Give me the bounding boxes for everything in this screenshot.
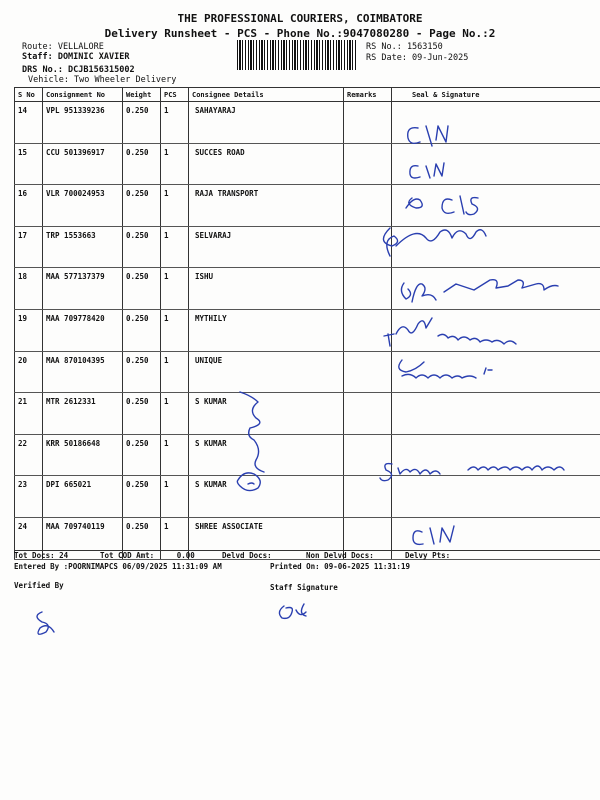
signature-rows21-23: [237, 392, 264, 491]
signature-row14: [408, 126, 448, 146]
cell-consignee: SAHAYARAJ: [189, 102, 344, 144]
cell-sno: 21: [15, 393, 43, 435]
cell-sno: 23: [15, 476, 43, 518]
cell-pcs: 1: [161, 393, 189, 435]
cell-weight: 0.250: [123, 143, 161, 185]
cell-consignee: S KUMAR: [189, 476, 344, 518]
cell-sno: 15: [15, 143, 43, 185]
cell-sno: 20: [15, 351, 43, 393]
cell-weight: 0.250: [123, 226, 161, 268]
signature-row18: [401, 280, 558, 302]
signature-row24: [413, 526, 454, 544]
cell-consignment: TRP 1553663: [43, 226, 123, 268]
staff-label: Staff: DOMINIC XAVIER: [22, 52, 130, 62]
cell-weight: 0.250: [123, 268, 161, 310]
cell-sno: 18: [15, 268, 43, 310]
verified-by-label: Verified By: [14, 581, 64, 590]
total-cod-amount: Tot COD Amt: 0.00: [100, 551, 195, 560]
signature-row15: [410, 163, 444, 178]
cell-pcs: 1: [161, 226, 189, 268]
signature-row17: [383, 228, 486, 256]
cell-consignee: SUCCES ROAD: [189, 143, 344, 185]
cell-pcs: 1: [161, 102, 189, 144]
cell-consignment: CCU 501396917: [43, 143, 123, 185]
cell-consignment: VPL 951339236: [43, 102, 123, 144]
signature-row19: [384, 318, 516, 346]
cell-consignment: MAA 709740119: [43, 517, 123, 559]
signature-row20: [399, 360, 492, 378]
cell-sno: 22: [15, 434, 43, 476]
cell-pcs: 1: [161, 434, 189, 476]
cell-consignee: S KUMAR: [189, 393, 344, 435]
rs-number: RS No.: 1563150: [366, 42, 443, 52]
cell-consignment: MAA 870104395: [43, 351, 123, 393]
route-label: Route: VELLALORE: [22, 42, 104, 52]
cell-pcs: 1: [161, 309, 189, 351]
cell-weight: 0.250: [123, 185, 161, 227]
cell-pcs: 1: [161, 351, 189, 393]
cell-weight: 0.250: [123, 102, 161, 144]
cell-sno: 17: [15, 226, 43, 268]
cell-consignee: S KUMAR: [189, 434, 344, 476]
cell-pcs: 1: [161, 143, 189, 185]
cell-consignee: ISHU: [189, 268, 344, 310]
col-signature: Seal & Signature: [392, 88, 600, 102]
runsheet-title: Delivery Runsheet - PCS - Phone No.:9047080280 - Page No.:2: [104, 27, 496, 40]
non-delivered-docs: Non Delvd Docs:: [306, 551, 374, 560]
cell-pcs: 1: [161, 185, 189, 227]
total-docs: Tot Docs: 24: [14, 551, 69, 560]
cell-consignment: MTR 2612331: [43, 393, 123, 435]
verified-by-signature: [37, 612, 54, 634]
delivery-points: Delvy Pts:: [405, 551, 451, 560]
cell-sno: 16: [15, 185, 43, 227]
rs-date: RS Date: 09-Jun-2025: [366, 53, 469, 63]
staff-signature-mark: [279, 604, 306, 618]
drs-number: DRS No.: DCJB156315002: [22, 65, 135, 75]
cell-consignee: SHREE ASSOCIATE: [189, 517, 344, 559]
vehicle-label: Vehicle: Two Wheeler Delivery: [28, 75, 177, 85]
cell-weight: 0.250: [123, 434, 161, 476]
delivered-docs: Delvd Docs:: [222, 551, 272, 560]
cell-sno: 24: [15, 517, 43, 559]
col-sno: S No: [15, 88, 43, 102]
cell-weight: 0.250: [123, 517, 161, 559]
col-consignee: Consignee Details: [189, 88, 344, 102]
company-name: THE PROFESSIONAL COURIERS, COIMBATORE: [177, 12, 423, 25]
cell-consignment: MAA 577137379: [43, 268, 123, 310]
cell-consignee: UNIQUE: [189, 351, 344, 393]
col-remarks: Remarks: [344, 88, 392, 102]
cell-sno: 14: [15, 102, 43, 144]
cell-weight: 0.250: [123, 351, 161, 393]
signature-row16: [406, 196, 478, 215]
cell-weight: 0.250: [123, 309, 161, 351]
printed-on: Printed On: 09-06-2025 11:31:19: [270, 562, 410, 571]
cell-consignment: KRR 50186648: [43, 434, 123, 476]
cell-weight: 0.250: [123, 393, 161, 435]
col-weight: Weight: [123, 88, 161, 102]
col-pcs: PCS: [161, 88, 189, 102]
signature-row23-note: [380, 464, 564, 481]
cell-pcs: 1: [161, 476, 189, 518]
cell-consignee: SELVARAJ: [189, 226, 344, 268]
cell-consignee: RAJA TRANSPORT: [189, 185, 344, 227]
cell-consignment: VLR 700024953: [43, 185, 123, 227]
entered-by: Entered By :POORNIMAPCS 06/09/2025 11:31:09 AM: [14, 562, 222, 571]
cell-weight: 0.250: [123, 476, 161, 518]
cell-sno: 19: [15, 309, 43, 351]
cell-consignment: MAA 709778420: [43, 309, 123, 351]
cell-consignment: DPI 665021: [43, 476, 123, 518]
cell-pcs: 1: [161, 268, 189, 310]
staff-signature-label: Staff Signature: [270, 583, 338, 592]
col-consignment: Consignment No: [43, 88, 123, 102]
cell-pcs: 1: [161, 517, 189, 559]
cell-consignee: MYTHILY: [189, 309, 344, 351]
